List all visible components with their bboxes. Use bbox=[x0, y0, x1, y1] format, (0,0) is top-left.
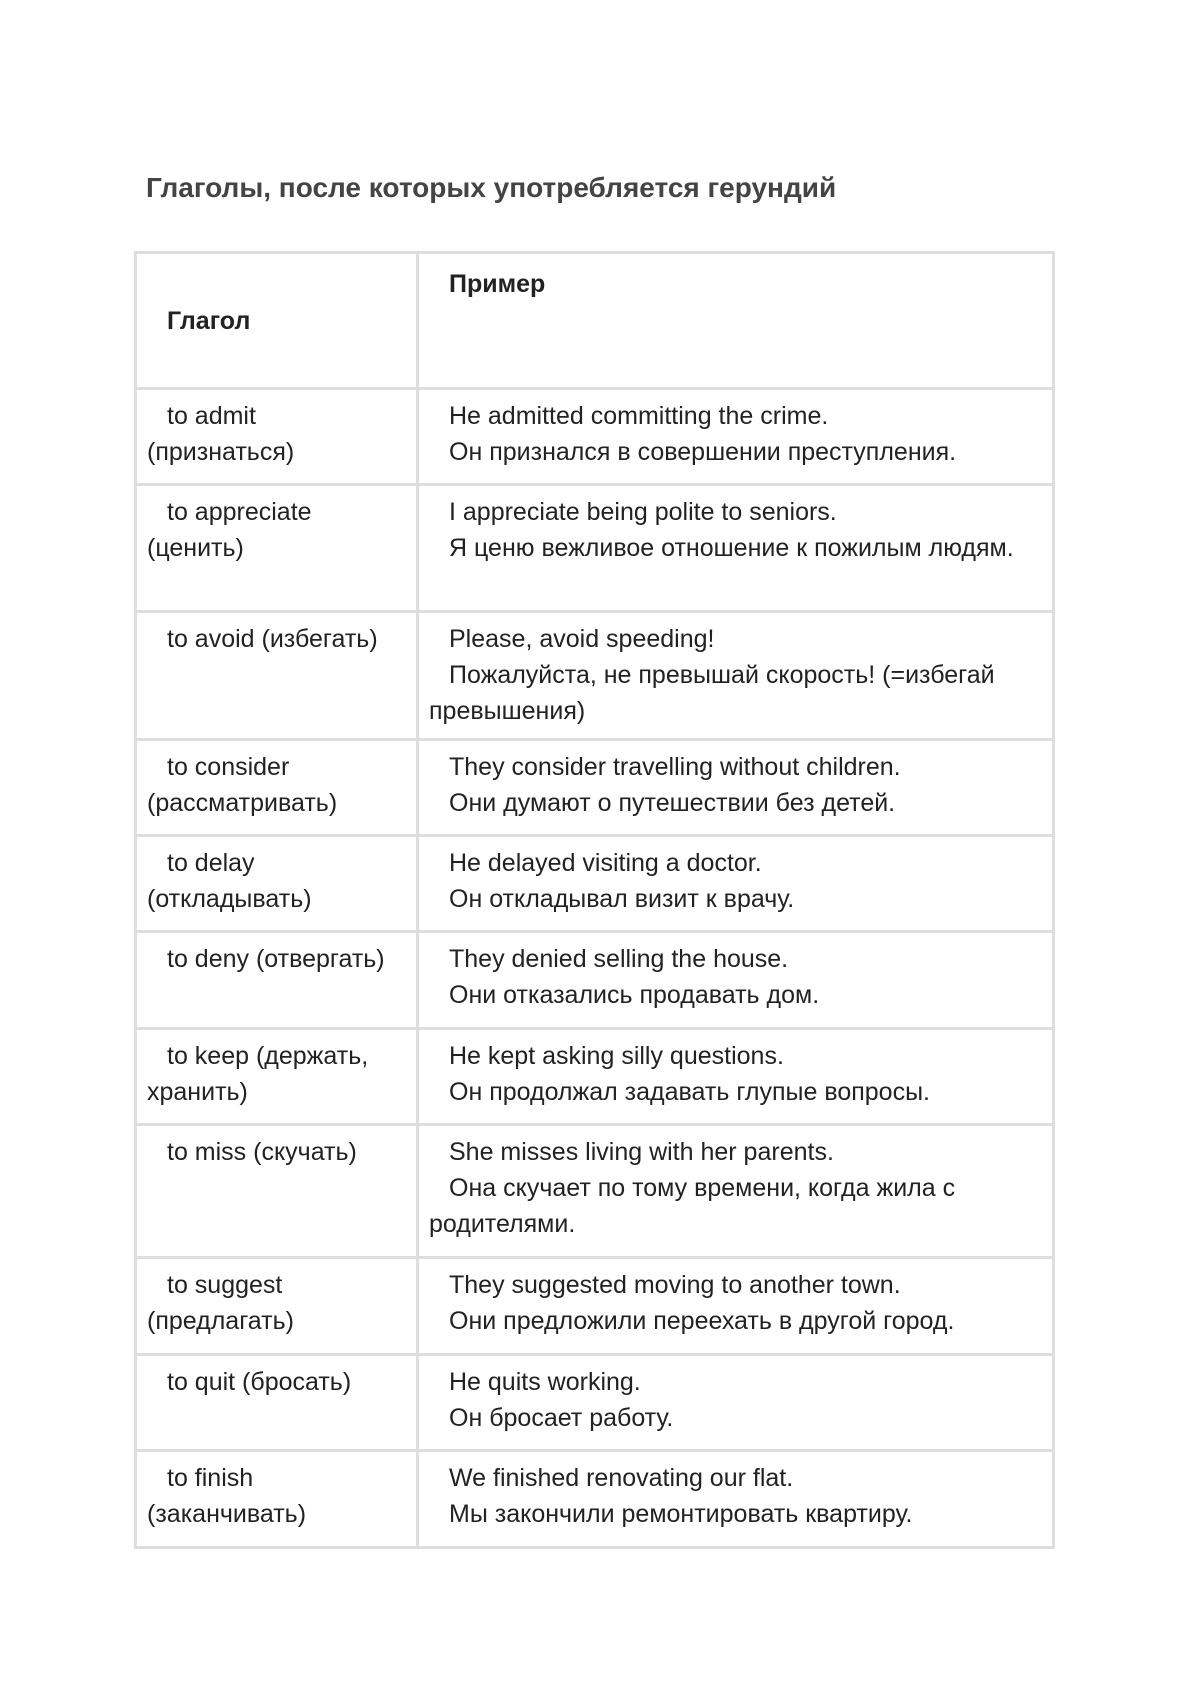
table-row bbox=[136, 1355, 1054, 1451]
verb-cell bbox=[136, 389, 418, 485]
example-english: They consider travelling without children. bbox=[449, 753, 901, 781]
example-russian: Она скучает по тому времени, когда жила с родителями. bbox=[429, 1174, 956, 1238]
table-row bbox=[136, 389, 1054, 485]
example-russian: Я ценю вежливое отношение к пожилым людям. bbox=[449, 534, 1014, 562]
verb-text: to finish (заканчивать) bbox=[147, 1464, 307, 1528]
table-row bbox=[136, 1451, 1054, 1548]
example-english: He admitted committing the crime. bbox=[449, 402, 829, 430]
table-row bbox=[136, 932, 1054, 1029]
verb-cell bbox=[136, 1258, 418, 1355]
table-row bbox=[136, 740, 1054, 836]
example-cell bbox=[418, 836, 1054, 932]
example-russian: Он признался в совершении преступления. bbox=[449, 438, 957, 466]
example-english: He delayed visiting a doctor. bbox=[449, 849, 762, 877]
example-cell bbox=[418, 1355, 1054, 1451]
example-english: He kept asking silly questions. bbox=[449, 1042, 784, 1070]
example-russian: Он продолжал задавать глупые вопросы. bbox=[449, 1078, 930, 1106]
verb-text: to keep (держать, хранить) bbox=[147, 1042, 369, 1106]
example-russian: Мы закончили ремонтировать квартиру. bbox=[449, 1500, 913, 1528]
verb-cell bbox=[136, 1355, 418, 1451]
table-row bbox=[136, 1258, 1054, 1355]
verb-text: to avoid (избегать) bbox=[167, 625, 378, 653]
table-row bbox=[136, 1125, 1054, 1258]
verb-cell bbox=[136, 485, 418, 612]
table-header-row bbox=[136, 253, 1054, 389]
verb-cell bbox=[136, 740, 418, 836]
page-title: Глаголы, после которых употребляется герундий bbox=[146, 172, 837, 203]
verb-text: to quit (бросать) bbox=[167, 1368, 352, 1396]
example-cell bbox=[418, 1451, 1054, 1548]
example-cell bbox=[418, 612, 1054, 740]
verb-cell bbox=[136, 836, 418, 932]
example-russian: Они думают о путешествии без детей. bbox=[449, 789, 896, 817]
table-row bbox=[136, 612, 1054, 740]
verb-cell bbox=[136, 1451, 418, 1548]
verb-cell bbox=[136, 932, 418, 1029]
example-russian: Он бросает работу. bbox=[449, 1404, 674, 1432]
verb-cell bbox=[136, 612, 418, 740]
example-english: I appreciate being polite to seniors. bbox=[449, 498, 837, 526]
example-russian: Он откладывал визит к врачу. bbox=[449, 885, 795, 913]
verb-cell bbox=[136, 1029, 418, 1125]
header-example: Пример bbox=[418, 253, 1054, 389]
example-cell bbox=[418, 389, 1054, 485]
example-russian: Они предложили переехать в другой город. bbox=[449, 1307, 955, 1335]
table-row bbox=[136, 836, 1054, 932]
verb-text: to deny (отвергать) bbox=[167, 945, 385, 973]
header-verb: Глагол bbox=[136, 253, 418, 389]
example-english: They suggested moving to another town. bbox=[449, 1271, 901, 1299]
verb-text: to miss (скучать) bbox=[167, 1138, 357, 1166]
table-row bbox=[136, 485, 1054, 612]
verb-text: to appreciate (ценить) bbox=[147, 498, 312, 562]
example-cell bbox=[418, 1125, 1054, 1258]
verb-text: to admit (признаться) bbox=[147, 402, 295, 466]
example-russian: Они отказались продавать дом. bbox=[449, 981, 820, 1009]
verb-cell bbox=[136, 1125, 418, 1258]
example-cell bbox=[418, 485, 1054, 612]
verb-text: to consider (рассматривать) bbox=[147, 753, 338, 817]
example-english: He quits working. bbox=[449, 1368, 641, 1396]
table-row bbox=[136, 1029, 1054, 1125]
example-cell bbox=[418, 1258, 1054, 1355]
example-cell bbox=[418, 1029, 1054, 1125]
example-cell bbox=[418, 932, 1054, 1029]
gerund-verbs-table bbox=[134, 251, 1055, 1549]
example-cell bbox=[418, 740, 1054, 836]
example-english: We finished renovating our flat. bbox=[449, 1464, 794, 1492]
verb-text: to suggest (предлагать) bbox=[147, 1271, 294, 1335]
example-russian: Пожалуйста, не превышай скорость! (=избегай превышения) bbox=[429, 661, 995, 725]
example-english: She misses living with her parents. bbox=[449, 1138, 834, 1166]
verb-text: to delay (откладывать) bbox=[147, 849, 312, 913]
example-english: Please, avoid speeding! bbox=[449, 625, 715, 653]
example-english: They denied selling the house. bbox=[449, 945, 789, 973]
